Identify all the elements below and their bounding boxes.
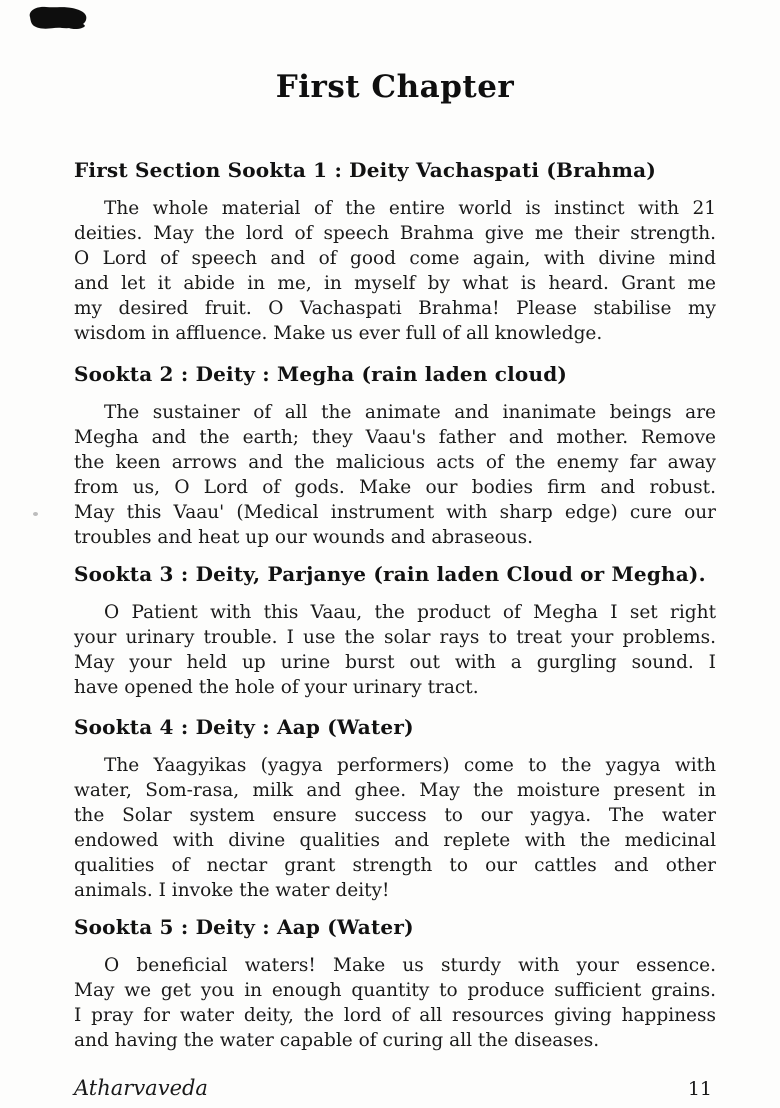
text-line: O beneficial waters! Make us sturdy with your essence. [104, 955, 716, 976]
paragraph-sookta-2 [74, 400, 716, 550]
text-line: have opened the hole of your urinary tract. [74, 677, 479, 698]
paragraph-sookta-1 [74, 196, 716, 346]
text-line: The whole material of the entire world is instinct with 21 [104, 198, 716, 219]
text-line: from us, O Lord of gods. Make our bodies firm and robust. [74, 477, 716, 498]
section-sookta-5 [74, 915, 716, 1053]
section-heading-sookta-3: Sookta 3 : Deity, Parjanye (rain laden Cloud or Megha). [74, 562, 706, 586]
text-line: qualities of nectar grant strength to our cattles and other [74, 855, 716, 876]
section-sookta-2 [74, 362, 716, 550]
text-line: endowed with divine qualities and replete with the medicinal [74, 830, 716, 851]
paragraph-sookta-5 [74, 953, 716, 1053]
text-line: May this Vaau' (Medical instrument with sharp edge) cure our [74, 502, 716, 523]
text-line: O Patient with this Vaau, the product of Megha I set right [104, 602, 716, 623]
section-sookta-4 [74, 715, 716, 903]
text-line: my desired fruit. O Vachaspati Brahma! Please stabilise my [74, 298, 716, 319]
section-sookta-1 [74, 158, 716, 346]
page-footer [74, 1075, 716, 1102]
text-line: May your held up urine burst out with a gurgling sound. I [74, 652, 716, 673]
text-line: animals. I invoke the water deity! [74, 880, 390, 901]
text-line: the Solar system ensure success to our yagya. The water [74, 805, 716, 826]
section-heading-sookta-4: Sookta 4 : Deity : Aap (Water) [74, 715, 414, 739]
text-line: troubles and heat up our wounds and abraseous. [74, 527, 534, 548]
page-number: 11 [687, 1078, 712, 1100]
text-line: The Yaagyikas (yagya performers) come to the yagya with [104, 755, 716, 776]
text-line: Megha and the earth; they Vaau's father and mother. Remove [74, 427, 716, 448]
chapter-title: First Chapter [275, 69, 515, 105]
text-line: O Lord of speech and of good come again, with divine mind [74, 248, 716, 269]
text-line: water, Som-rasa, milk and ghee. May the moisture present in [74, 780, 716, 801]
text-line: your urinary trouble. I use the solar rays to treat your problems. [74, 627, 716, 648]
text-line: and having the water capable of curing all the diseases. [74, 1030, 600, 1051]
text-line: May we get you in enough quantity to produce sufficient grains. [74, 980, 716, 1001]
book-title: Atharvaveda [74, 1076, 208, 1100]
text-line: and let it abide in me, in myself by what is heard. Grant me [74, 273, 716, 294]
section-heading-sookta-2: Sookta 2 : Deity : Megha (rain laden cloud) [74, 362, 568, 386]
text-line: I pray for water deity, the lord of all resources giving happiness [74, 1005, 716, 1026]
section-heading-sookta-1: First Section Sookta 1 : Deity Vachaspati (Brahma) [74, 158, 656, 182]
text-line: wisdom in affluence. Make us ever full of all knowledge. [74, 323, 603, 344]
section-heading-sookta-5: Sookta 5 : Deity : Aap (Water) [74, 915, 414, 939]
paragraph-sookta-4 [74, 753, 716, 903]
text-line: deities. May the lord of speech Brahma give me their strength. [74, 223, 716, 244]
ink-blot-artifact [26, 5, 88, 31]
text-line: The sustainer of all the animate and inanimate beings are [104, 402, 716, 423]
scan-speck-artifact [33, 512, 38, 516]
section-sookta-3 [74, 562, 716, 700]
text-line: the keen arrows and the malicious acts of the enemy far away [74, 452, 716, 473]
paragraph-sookta-3 [74, 600, 716, 700]
